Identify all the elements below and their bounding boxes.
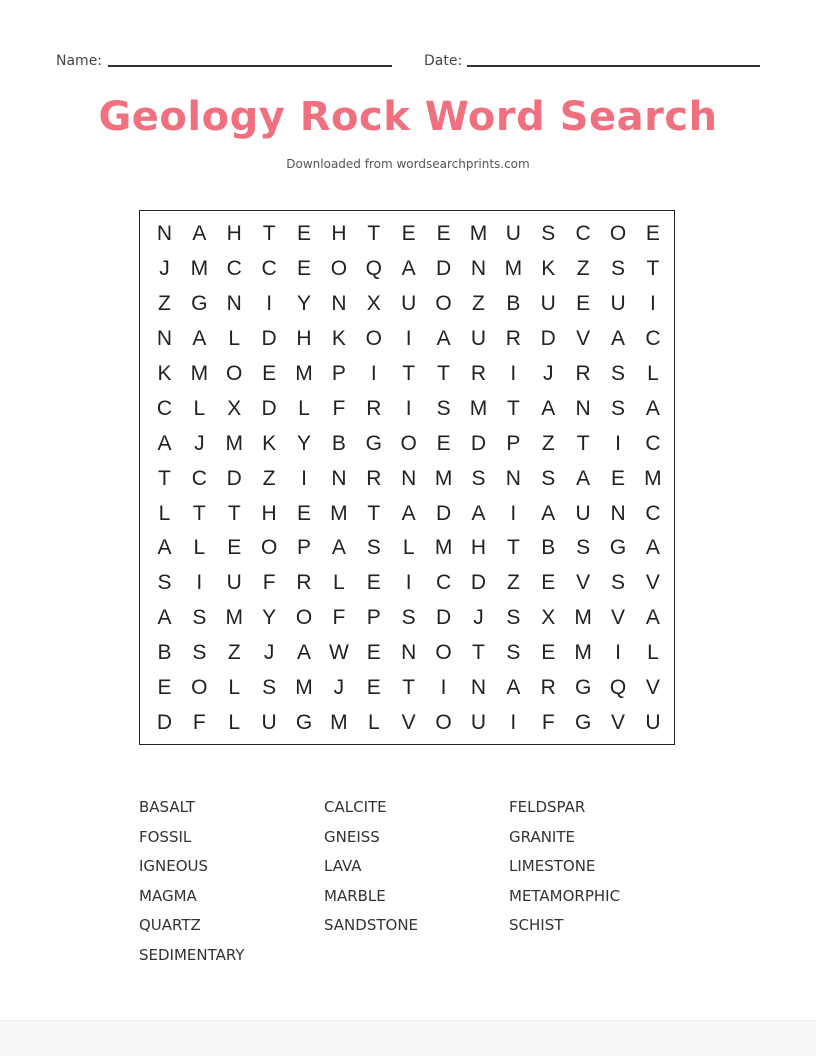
grid-cell: S	[262, 676, 277, 700]
grid-cell: V	[576, 571, 591, 595]
grid-cell: K	[331, 327, 346, 351]
grid-cell: Z	[262, 466, 276, 490]
grid-cell: U	[505, 222, 521, 246]
word-list-item: QUARTZ	[139, 916, 201, 935]
grid-cell: C	[575, 222, 591, 246]
grid-cell: M	[330, 710, 348, 734]
grid-cell: M	[330, 501, 348, 525]
grid-cell: E	[436, 431, 451, 455]
grid-cell: N	[331, 466, 347, 490]
name-field-line	[108, 65, 392, 67]
grid-cell: L	[647, 362, 659, 385]
grid-cell: A	[157, 606, 172, 630]
grid-cell: S	[611, 396, 626, 420]
grid-cell: O	[609, 222, 627, 246]
grid-cell: N	[401, 466, 417, 490]
grid-cell: R	[366, 396, 382, 420]
grid-cell: H	[470, 536, 487, 560]
grid-cell: E	[541, 571, 556, 595]
word-list-item: FOSSIL	[139, 827, 192, 846]
grid-cell: P	[506, 431, 521, 455]
grid-cell: L	[193, 396, 206, 420]
grid-cell: S	[192, 606, 207, 630]
grid-cell: R	[366, 466, 382, 490]
grid-cell: A	[576, 466, 591, 490]
grid-cell: F	[332, 396, 346, 420]
word-list-item: BASALT	[139, 798, 196, 816]
grid-cell: S	[611, 257, 626, 281]
grid-cell: V	[611, 710, 626, 734]
grid-cell: S	[471, 466, 486, 490]
grid-cell: U	[470, 327, 487, 351]
word-list-item: IGNEOUS	[139, 857, 209, 876]
grid-cell: A	[192, 327, 207, 351]
grid-cell: E	[645, 222, 660, 246]
grid-cell: N	[470, 257, 487, 281]
grid-cell: L	[333, 571, 345, 595]
grid-cell: A	[192, 222, 207, 246]
grid-cell: E	[576, 292, 591, 316]
grid-cell: A	[157, 431, 172, 455]
grid-cell: E	[297, 501, 312, 525]
grid-cell: K	[541, 257, 556, 281]
grid-cell: M	[469, 222, 488, 246]
page-title: Geology Rock Word Search	[98, 94, 718, 140]
grid-cell: A	[157, 536, 172, 560]
grid-cell: L	[367, 710, 380, 734]
grid-cell: T	[472, 641, 485, 665]
grid-cell: S	[611, 571, 626, 595]
grid-cell: I	[510, 362, 517, 385]
grid-cell: U	[401, 292, 417, 316]
grid-cell: P	[366, 606, 381, 630]
grid-cell: R	[296, 571, 312, 595]
grid-cell: S	[157, 571, 172, 595]
grid-cell: T	[402, 362, 416, 385]
grid-cell: T	[506, 396, 520, 420]
grid-cell: G	[191, 292, 208, 316]
grid-cell: E	[157, 676, 172, 700]
footer-band	[0, 1020, 816, 1056]
grid-cell: L	[158, 501, 171, 525]
grid-cell: D	[226, 466, 242, 490]
grid-cell: T	[506, 536, 520, 560]
grid-cell: V	[401, 710, 416, 734]
grid-cell: N	[156, 327, 173, 351]
grid-cell: H	[261, 501, 277, 525]
grid-cell: N	[470, 676, 487, 700]
grid-cell: Q	[609, 676, 627, 700]
grid-cell: D	[156, 710, 173, 734]
word-list-item: MARBLE	[324, 886, 386, 905]
grid-cell: U	[575, 501, 591, 525]
grid-cell: D	[261, 327, 277, 351]
grid-cell: I	[405, 571, 412, 595]
grid-cell: V	[645, 676, 660, 700]
grid-cell: O	[365, 327, 382, 351]
grid-cell: M	[225, 606, 243, 630]
grid-cell: G	[365, 431, 382, 455]
grid-cell: D	[540, 327, 556, 351]
grid-cell: S	[436, 396, 451, 420]
grid-cell: Z	[158, 292, 171, 316]
grid-cell: T	[192, 501, 206, 525]
grid-cell: J	[194, 431, 205, 455]
grid-cell: G	[574, 710, 592, 734]
grid-cell: F	[332, 606, 346, 630]
grid-cell: E	[262, 362, 277, 385]
grid-cell: S	[506, 606, 521, 630]
grid-cell: L	[193, 536, 206, 560]
grid-cell: F	[541, 710, 555, 734]
grid-cell: M	[190, 362, 209, 385]
grid-cell: M	[644, 466, 662, 490]
grid-cell: N	[505, 466, 521, 490]
grid-cell: A	[611, 327, 626, 351]
grid-cell: S	[611, 362, 626, 385]
grid-cell: R	[575, 362, 591, 385]
word-list-item: LAVA	[324, 857, 362, 876]
grid-cell: I	[615, 431, 621, 455]
grid-cell: R	[540, 676, 556, 700]
grid-cell: Z	[576, 257, 590, 281]
grid-cell: G	[609, 536, 627, 560]
grid-cell: Z	[472, 292, 485, 316]
grid-cell: L	[228, 676, 241, 700]
grid-cell: Z	[541, 431, 555, 455]
grid-cell: B	[541, 536, 556, 560]
grid-cell: A	[401, 501, 416, 525]
grid-cell: A	[541, 396, 556, 420]
word-list-item: GNEISS	[324, 827, 380, 846]
grid-cell: V	[576, 327, 591, 351]
grid-cell: E	[297, 222, 312, 246]
grid-cell: C	[191, 466, 207, 490]
grid-cell: T	[576, 431, 590, 455]
word-list-item: CALCITE	[324, 798, 387, 816]
grid-cell: K	[262, 431, 277, 455]
grid-cell: B	[506, 292, 521, 316]
grid-cell: M	[574, 641, 592, 665]
grid-cell: N	[575, 396, 591, 420]
grid-cell: A	[401, 257, 416, 281]
grid-cell: T	[367, 501, 381, 525]
grid-cell: E	[541, 641, 556, 665]
grid-cell: C	[261, 257, 277, 281]
grid-cell: Z	[227, 641, 241, 665]
grid-cell: G	[574, 676, 592, 700]
grid-cell: J	[333, 676, 345, 700]
grid-cell: A	[645, 396, 660, 420]
grid-cell: E	[366, 676, 381, 700]
grid-cell: J	[159, 257, 170, 281]
grid-cell: Y	[297, 292, 312, 316]
grid-cell: P	[331, 362, 346, 385]
grid-cell: M	[295, 362, 313, 385]
grid-cell: M	[225, 431, 243, 455]
grid-cell: M	[504, 257, 523, 281]
date-field-line	[467, 65, 760, 67]
grid-cell: T	[158, 466, 171, 490]
grid-cell: V	[645, 571, 660, 595]
grid-cell: E	[366, 641, 381, 665]
word-list-item: SANDSTONE	[324, 916, 419, 935]
word-list-item: METAMORPHIC	[509, 886, 621, 905]
grid-cell: L	[228, 327, 241, 351]
grid-cell: R	[505, 327, 521, 351]
grid-cell: I	[510, 710, 517, 734]
grid-cell: I	[370, 362, 377, 385]
grid-cell: I	[440, 676, 447, 700]
grid-cell: O	[260, 536, 278, 560]
grid-cell: O	[435, 641, 452, 665]
grid-cell: T	[402, 676, 416, 700]
grid-cell: A	[645, 536, 660, 560]
grid-cell: P	[297, 536, 312, 560]
grid-cell: S	[366, 536, 381, 560]
grid-cell: N	[226, 292, 242, 316]
grid-cell: U	[645, 710, 661, 734]
grid-cell: R	[470, 362, 487, 385]
grid-cell: S	[541, 466, 556, 490]
grid-cell: I	[266, 292, 273, 316]
grid-cell: O	[226, 362, 243, 385]
grid-cell: T	[227, 501, 241, 525]
grid-cell: C	[156, 396, 173, 420]
word-search-grid	[139, 210, 675, 745]
word-list-item: SCHIST	[509, 916, 564, 935]
grid-cell: A	[645, 606, 660, 630]
grid-cell: L	[647, 641, 659, 665]
grid-cell: D	[435, 257, 452, 281]
grid-cell: S	[401, 606, 416, 630]
grid-cell: O	[400, 431, 417, 455]
grid-cell: U	[610, 292, 626, 316]
grid-cell: D	[435, 606, 452, 630]
name-label: Name:	[56, 53, 103, 69]
grid-cell: I	[510, 501, 517, 525]
grid-cell: S	[192, 641, 207, 665]
grid-cell: E	[366, 571, 381, 595]
grid-cell: T	[646, 257, 660, 281]
grid-cell: E	[611, 466, 626, 490]
word-list-item: FELDSPAR	[509, 798, 586, 816]
grid-cell: O	[295, 606, 313, 630]
grid-cell: A	[506, 676, 521, 700]
grid-cell: J	[542, 362, 554, 385]
grid-cell: C	[226, 257, 242, 281]
grid-cell: T	[367, 222, 381, 246]
grid-cell: U	[540, 292, 556, 316]
grid-cell: A	[471, 501, 486, 525]
grid-cell: A	[436, 327, 451, 351]
grid-cell: I	[405, 327, 412, 351]
grid-cell: H	[331, 222, 347, 246]
grid-cell: N	[331, 292, 347, 316]
grid-cell: C	[645, 431, 661, 455]
grid-cell: I	[301, 466, 307, 490]
grid-cell: T	[262, 222, 276, 246]
grid-cell: M	[295, 676, 313, 700]
word-list-item: GRANITE	[509, 827, 575, 846]
grid-cell: Q	[365, 257, 382, 281]
grid-cell: L	[402, 536, 415, 560]
word-list-item: MAGMA	[139, 886, 197, 905]
name-date-row	[0, 52, 816, 72]
grid-cell: A	[541, 501, 556, 525]
grid-cell: M	[190, 257, 209, 281]
date-label: Date:	[424, 53, 463, 69]
grid-cell: J	[263, 641, 275, 665]
grid-cell: N	[401, 641, 417, 665]
grid-cell: D	[435, 501, 452, 525]
grid-cell: K	[157, 362, 172, 385]
grid-cell: F	[262, 571, 276, 595]
grid-cell: E	[227, 536, 242, 560]
grid-cell: L	[228, 710, 241, 734]
grid-cell: E	[297, 257, 312, 281]
grid-cell: O	[191, 676, 208, 700]
grid-cell: Y	[262, 606, 277, 630]
grid-cell: I	[649, 292, 656, 316]
grid-cell: C	[645, 501, 661, 525]
grid-cell: Y	[297, 431, 312, 455]
grid-cell: U	[470, 710, 487, 734]
grid-cell: U	[261, 710, 277, 734]
grid-cell: C	[645, 327, 661, 351]
grid-cell: U	[226, 571, 242, 595]
word-list	[139, 795, 699, 973]
grid-cell: I	[405, 396, 412, 420]
grid-cell: A	[297, 641, 312, 665]
grid-cell: H	[296, 327, 312, 351]
grid-cell: I	[615, 641, 621, 665]
grid-cell: E	[436, 222, 451, 246]
grid-cell: M	[574, 606, 592, 630]
grid-cell: N	[156, 222, 173, 246]
grid-cell: M	[434, 536, 453, 560]
grid-cell: B	[331, 431, 346, 455]
grid-cell: N	[610, 501, 626, 525]
grid-cell: M	[434, 466, 453, 490]
grid-cell: C	[435, 571, 452, 595]
grid-cell: X	[541, 606, 556, 630]
grid-cell: I	[196, 571, 203, 595]
grid-cell: S	[506, 641, 521, 665]
grid-cell: D	[470, 571, 487, 595]
grid-cell: W	[328, 641, 349, 665]
grid-cell: H	[226, 222, 242, 246]
grid-cell: X	[227, 396, 242, 420]
grid-cell: V	[611, 606, 626, 630]
grid-cell: F	[192, 710, 206, 734]
grid-cell: X	[366, 292, 381, 316]
source-credit: Downloaded from wordsearchprints.com	[286, 157, 530, 171]
grid-cell: L	[298, 396, 310, 420]
grid-cell: E	[401, 222, 416, 246]
grid-cell: Z	[506, 571, 520, 595]
grid-cell: D	[261, 396, 277, 420]
grid-cell: O	[330, 257, 348, 281]
grid-cell: T	[437, 362, 450, 385]
word-list-item: SEDIMENTARY	[139, 945, 245, 964]
grid-cell: B	[157, 641, 172, 665]
grid-cell: A	[331, 536, 346, 560]
grid-cell: O	[435, 710, 452, 734]
grid-cell: G	[295, 710, 313, 734]
word-list-item: LIMESTONE	[509, 857, 596, 876]
grid-cell: M	[469, 396, 488, 420]
grid-cell: S	[541, 222, 556, 246]
grid-cell: D	[470, 431, 487, 455]
grid-cell: J	[473, 606, 484, 630]
grid-cell: O	[435, 292, 452, 316]
grid-cell: S	[576, 536, 591, 560]
